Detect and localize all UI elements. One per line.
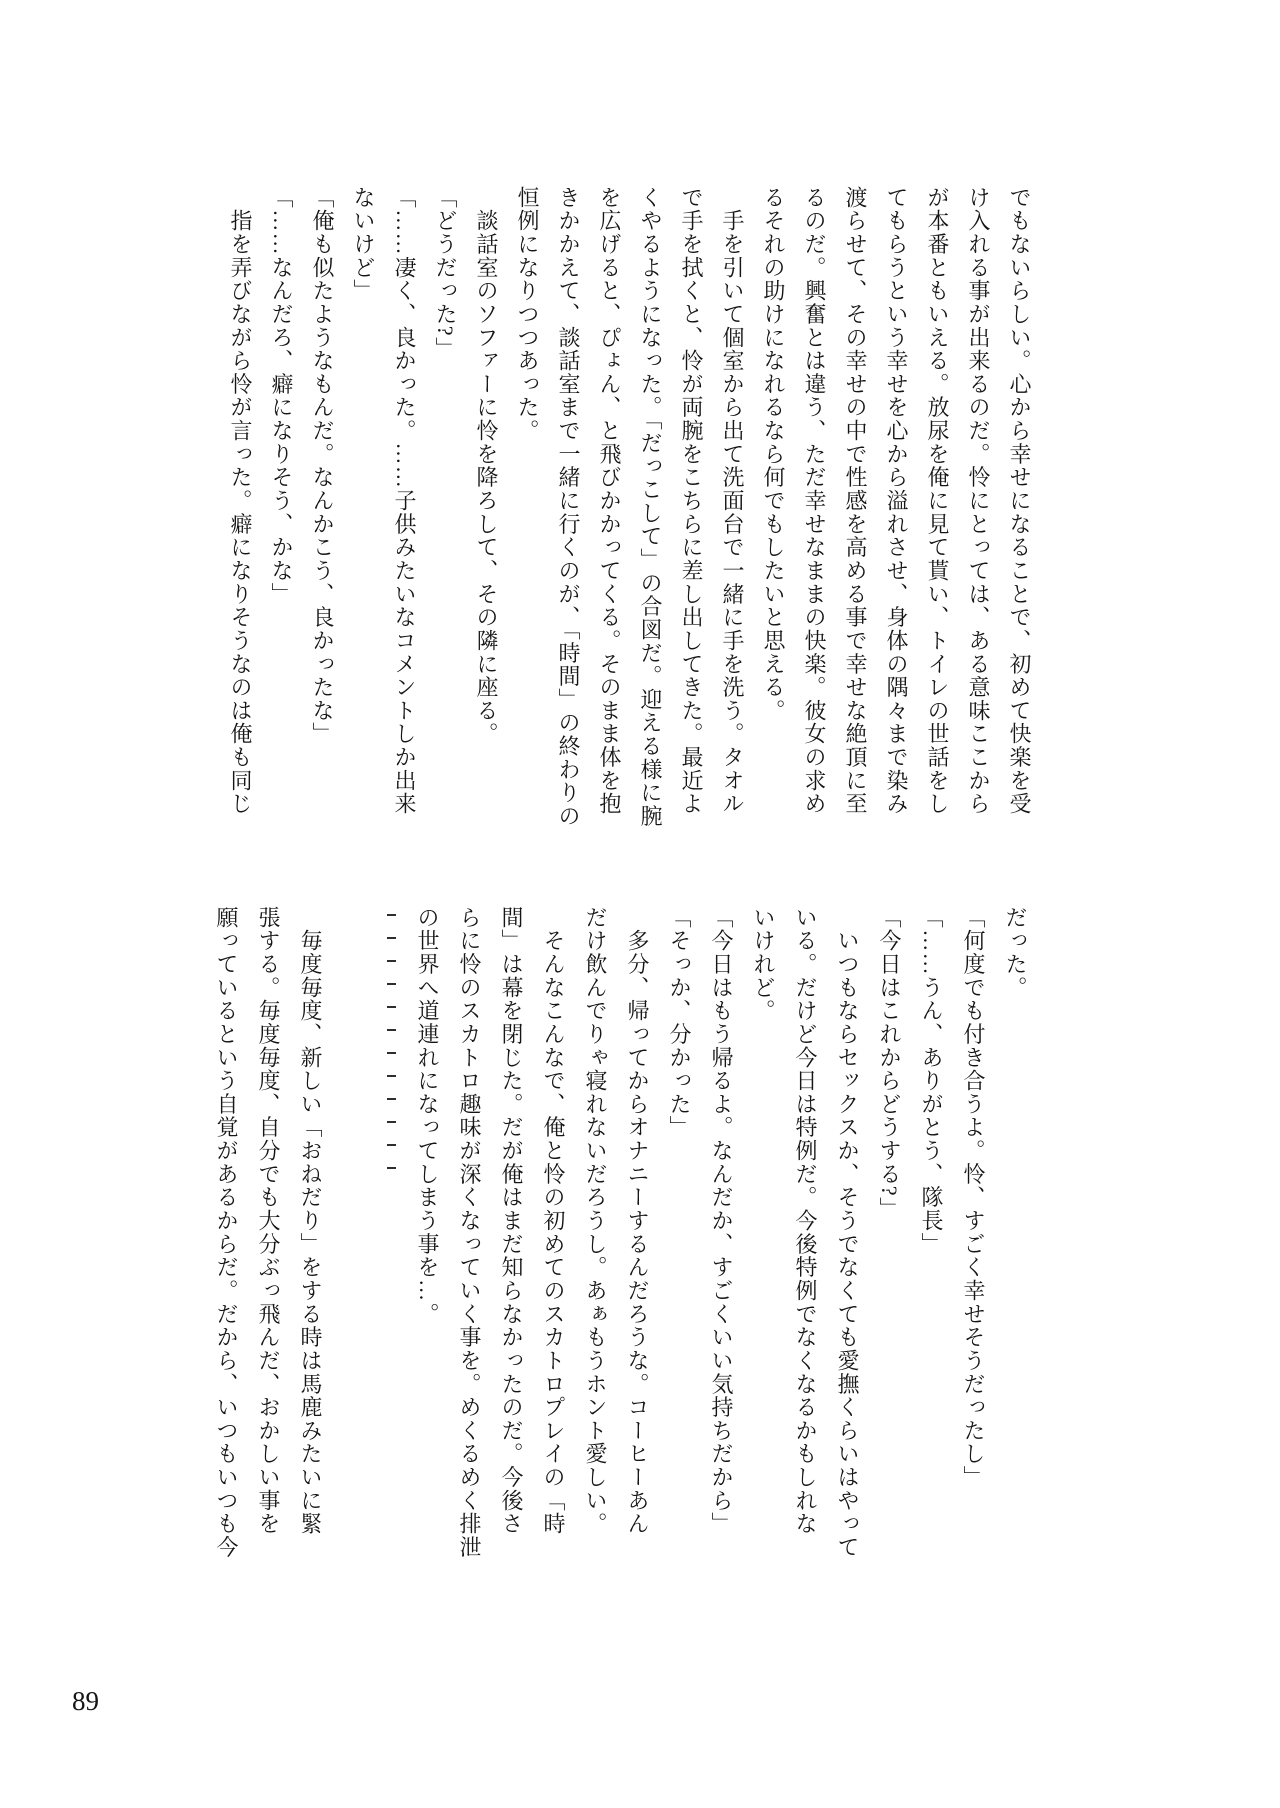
text-column: 間」は幕を閉じた。だが俺はまだ知らなかったのだ。今後さ: [499, 906, 524, 1536]
text-column: 渡らせて、その幸せの中で性感を高める事で幸せな絶頂に至: [843, 186, 868, 816]
text-column: だった。: [1003, 906, 1028, 1000]
text-column: くやるようになった。「だっこして」の合図だ。迎える様に腕: [638, 186, 663, 828]
text-column: 恒例になりつつあった。: [515, 186, 540, 443]
text-column: るのだ。興奮とは違う、ただ幸せなままの快楽。彼女の求め: [802, 186, 827, 816]
bottom-text-block-right: [406, 906, 1036, 1578]
text-column: てもらうという幸せを心から溢れさせ、身体の隅々まで染み: [884, 186, 909, 816]
text-column: 談話室のソファーに怜を降ろして、その隣に座る。: [474, 186, 499, 746]
text-column: 毎度毎度、新しい「おねだり」をする時は馬鹿みたいに緊: [298, 906, 323, 1536]
text-column: いる。だけど今日は特例だ。今後特例でなくなるかもしれな: [793, 906, 818, 1536]
divider-dash: [387, 914, 396, 916]
text-column: きかかえて、談話室まで一緒に行くのが、「時間」の終わりの: [556, 186, 581, 828]
divider-dash: [387, 1029, 396, 1031]
text-column: でもないらしい。心から幸せになることで、初めて快楽を受: [1007, 186, 1032, 816]
divider-dash: [387, 1075, 396, 1077]
text-column: 「……凄く、良かった。……子供みたいなコメントしか出来: [392, 186, 417, 816]
text-column: 張する。毎度毎度、自分でも大分ぶっ飛んだ、おかしい事を: [256, 906, 281, 1536]
text-column: 「そっか、分かった」: [667, 906, 692, 1140]
divider-dash: [387, 983, 396, 985]
top-text-block: [220, 186, 1040, 858]
divider-dash: [387, 937, 396, 939]
divider-dash: [387, 1167, 396, 1169]
text-column: るそれの助けになれるなら何でもしたいと思える。: [761, 186, 786, 723]
text-column: 「どうだった?」: [433, 186, 458, 361]
text-column: 「今日はこれからどうする?」: [877, 906, 902, 1221]
text-column: 「何度でも付き合うよ。怜、すごく幸せそうだったし」: [961, 906, 986, 1489]
text-column: で手を拭くと、怜が両腕をこちらに差し出してきた。最近よ: [679, 186, 704, 816]
text-column: いつもならセックスか、そうでなくても愛撫くらいはやって: [835, 906, 860, 1559]
text-column: の世界へ道連れになってしまう事を…。: [415, 906, 440, 1326]
text-column: らに怜のスカトロ趣味が深くなっていく事を。めくるめく排泄: [457, 906, 482, 1559]
text-column: 「俺も似たようなもんだ。なんかこう、良かったな」: [310, 186, 335, 746]
divider-dash: [387, 1006, 396, 1008]
divider-dash: [387, 1121, 396, 1123]
text-column: 願っているという自覚があるからだ。だから、いつもいつも今: [214, 906, 239, 1559]
text-column: だけ飲んでりゃ寝れないだろうし。あぁもうホント愛しい。: [583, 906, 608, 1536]
text-column: 手を引いて個室から出て洗面台で一緒に手を洗う。タオル: [720, 186, 745, 816]
scene-divider: [386, 914, 396, 1169]
divider-dash: [387, 1144, 396, 1146]
text-column: を広げると、ぴょん、と飛びかかってくる。そのまま体を抱: [597, 186, 622, 816]
text-column: 指を弄びながら怜が言った。癖になりそうなのは俺も同じ: [228, 186, 253, 816]
text-column: いけれど。: [751, 906, 776, 1023]
text-column: 「今日はもう帰るよ。なんだか、すごくいい気持ちだから」: [709, 906, 734, 1536]
divider-dash: [387, 1052, 396, 1054]
text-column: け入れる事が出来るのだ。怜にとっては、ある意味ここから: [966, 186, 991, 816]
divider-dash: [387, 960, 396, 962]
text-column: 「……なんだろ、癖になりそう、かな」: [269, 186, 294, 606]
text-column: が本番ともいえる。放尿を俺に見て貰い、トイレの世話をし: [925, 186, 950, 816]
divider-dash: [387, 1098, 396, 1100]
text-column: 多分、帰ってからオナニーするんだろうな。コーヒーあん: [625, 906, 650, 1536]
text-column: そんなこんなで、俺と怜の初めてのスカトロプレイの「時: [541, 906, 566, 1536]
page-number: 89: [72, 1686, 99, 1716]
bottom-text-block-left: [205, 906, 331, 1578]
text-column: 「……うん、ありがとう、隊長」: [919, 906, 944, 1256]
text-column: ないけど」: [351, 186, 376, 303]
